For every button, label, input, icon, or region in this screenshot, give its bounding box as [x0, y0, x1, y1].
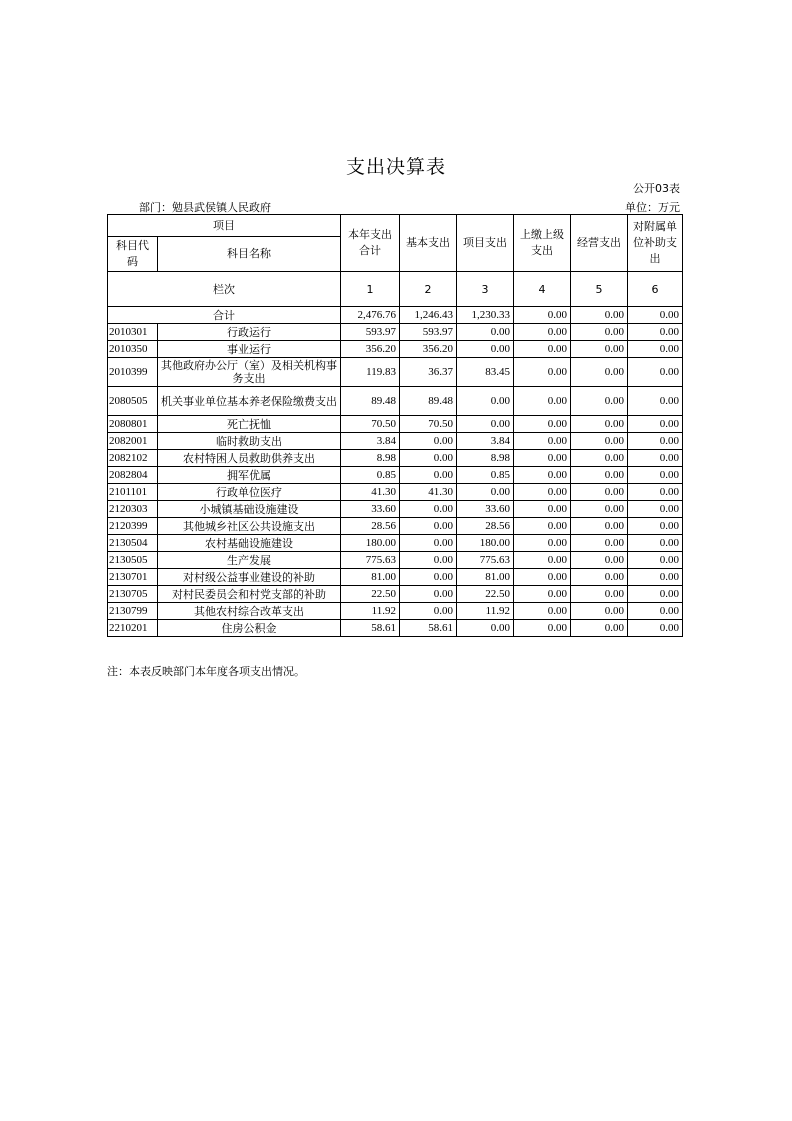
header-basic: 基本支出 [400, 215, 457, 272]
table-row [108, 518, 683, 535]
amount-cell: 0.00 [514, 433, 571, 450]
amount-cell: 41.30 [341, 484, 400, 501]
amount-cell: 0.00 [514, 467, 571, 484]
amount-cell: 0.00 [457, 484, 514, 501]
subject-name: 临时救助支出 [158, 433, 341, 450]
subject-code: 2130705 [108, 586, 158, 603]
amount-cell: 0.00 [628, 586, 683, 603]
amount-cell: 22.50 [341, 586, 400, 603]
amount-cell: 356.20 [400, 341, 457, 358]
subject-name: 农村特困人员救助供养支出 [158, 450, 341, 467]
total-value: 1,230.33 [457, 307, 514, 324]
amount-cell: 58.61 [341, 620, 400, 637]
amount-cell: 0.00 [571, 324, 628, 341]
subject-name: 小城镇基础设施建设 [158, 501, 341, 518]
amount-cell: 0.00 [514, 552, 571, 569]
table-row [108, 341, 683, 358]
amount-cell: 0.00 [400, 603, 457, 620]
amount-cell: 0.00 [514, 341, 571, 358]
table-row [108, 603, 683, 620]
amount-cell: 0.00 [571, 569, 628, 586]
subject-name: 机关事业单位基本养老保险缴费支出 [158, 387, 341, 416]
amount-cell: 70.50 [341, 416, 400, 433]
amount-cell: 58.61 [400, 620, 457, 637]
amount-cell: 81.00 [341, 569, 400, 586]
amount-cell: 0.00 [628, 450, 683, 467]
subject-code: 2082001 [108, 433, 158, 450]
header-code: 科目代码 [108, 237, 158, 272]
amount-cell: 356.20 [341, 341, 400, 358]
amount-cell: 0.00 [628, 467, 683, 484]
amount-cell: 0.00 [571, 416, 628, 433]
amount-cell: 0.00 [571, 433, 628, 450]
amount-cell: 119.83 [341, 358, 400, 387]
amount-cell: 0.00 [400, 450, 457, 467]
col-index-5: 5 [571, 272, 628, 307]
subject-code: 2120303 [108, 501, 158, 518]
amount-cell: 0.00 [514, 620, 571, 637]
amount-cell: 28.56 [457, 518, 514, 535]
subject-code: 2080505 [108, 387, 158, 416]
expenditure-table [107, 214, 683, 637]
subject-code: 2130799 [108, 603, 158, 620]
amount-cell: 8.98 [341, 450, 400, 467]
table-row [108, 358, 683, 387]
amount-cell: 0.00 [571, 467, 628, 484]
amount-cell: 0.00 [400, 518, 457, 535]
total-value: 2,476.76 [341, 307, 400, 324]
table-row [108, 450, 683, 467]
form-number: 公开03表 [633, 182, 680, 195]
amount-cell: 81.00 [457, 569, 514, 586]
amount-cell: 593.97 [400, 324, 457, 341]
amount-cell: 0.00 [628, 416, 683, 433]
amount-cell: 33.60 [341, 501, 400, 518]
amount-cell: 36.37 [400, 358, 457, 387]
header-business: 经营支出 [571, 215, 628, 272]
subject-name: 其他城乡社区公共设施支出 [158, 518, 341, 535]
table-row [108, 416, 683, 433]
amount-cell: 0.00 [628, 603, 683, 620]
amount-cell: 0.00 [571, 358, 628, 387]
table-row [108, 569, 683, 586]
amount-cell: 0.00 [628, 535, 683, 552]
amount-cell: 0.00 [571, 450, 628, 467]
col-index-2: 2 [400, 272, 457, 307]
amount-cell: 0.00 [571, 387, 628, 416]
amount-cell: 0.00 [628, 433, 683, 450]
col-index-6: 6 [628, 272, 683, 307]
subject-name: 对村民委员会和村党支部的补助 [158, 586, 341, 603]
table-row [108, 552, 683, 569]
amount-cell: 0.00 [571, 603, 628, 620]
amount-cell: 0.00 [514, 603, 571, 620]
subject-code: 2010399 [108, 358, 158, 387]
amount-cell: 0.00 [514, 450, 571, 467]
unit-label: 单位：万元 [625, 201, 680, 214]
amount-cell: 89.48 [341, 387, 400, 416]
subject-name: 生产发展 [158, 552, 341, 569]
table-row [108, 467, 683, 484]
subject-name: 住房公积金 [158, 620, 341, 637]
subject-name: 其他农村综合改革支出 [158, 603, 341, 620]
amount-cell: 0.00 [400, 569, 457, 586]
amount-cell: 0.00 [400, 535, 457, 552]
subject-code: 2210201 [108, 620, 158, 637]
subject-code: 2120399 [108, 518, 158, 535]
table-row [108, 586, 683, 603]
amount-cell: 0.00 [514, 324, 571, 341]
amount-cell: 0.85 [341, 467, 400, 484]
header-total: 本年支出合计 [341, 215, 400, 272]
amount-cell: 0.00 [400, 433, 457, 450]
total-value: 0.00 [514, 307, 571, 324]
subject-name: 死亡抚恤 [158, 416, 341, 433]
col-index-1: 1 [341, 272, 400, 307]
amount-cell: 180.00 [341, 535, 400, 552]
amount-cell: 83.45 [457, 358, 514, 387]
amount-cell: 0.00 [571, 620, 628, 637]
table-note: 注：本表反映部门本年度各项支出情况。 [107, 665, 305, 678]
amount-cell: 0.00 [628, 324, 683, 341]
header-subsidiary: 对附属单位补助支出 [628, 215, 683, 272]
amount-cell: 8.98 [457, 450, 514, 467]
header-upper: 上缴上级支出 [514, 215, 571, 272]
col-index-4: 4 [514, 272, 571, 307]
amount-cell: 33.60 [457, 501, 514, 518]
amount-cell: 11.92 [457, 603, 514, 620]
amount-cell: 0.00 [571, 501, 628, 518]
amount-cell: 0.00 [628, 387, 683, 416]
amount-cell: 41.30 [400, 484, 457, 501]
department-label: 部门：勉县武侯镇人民政府 [139, 201, 271, 214]
amount-cell: 22.50 [457, 586, 514, 603]
amount-cell: 0.00 [457, 620, 514, 637]
amount-cell: 0.00 [400, 501, 457, 518]
total-value: 0.00 [571, 307, 628, 324]
header-item: 项目 [108, 215, 341, 237]
amount-cell: 775.63 [341, 552, 400, 569]
amount-cell: 89.48 [400, 387, 457, 416]
amount-cell: 0.00 [571, 586, 628, 603]
amount-cell: 0.00 [514, 416, 571, 433]
amount-cell: 28.56 [341, 518, 400, 535]
subject-code: 2082102 [108, 450, 158, 467]
amount-cell: 0.85 [457, 467, 514, 484]
total-value: 0.00 [628, 307, 683, 324]
amount-cell: 0.00 [457, 416, 514, 433]
amount-cell: 0.00 [457, 341, 514, 358]
total-label: 合计 [108, 307, 341, 324]
amount-cell: 0.00 [400, 467, 457, 484]
amount-cell: 0.00 [514, 586, 571, 603]
subject-code: 2130505 [108, 552, 158, 569]
header-project: 项目支出 [457, 215, 514, 272]
subject-code: 2130701 [108, 569, 158, 586]
amount-cell: 0.00 [628, 358, 683, 387]
amount-cell: 180.00 [457, 535, 514, 552]
table-row [108, 535, 683, 552]
amount-cell: 0.00 [571, 535, 628, 552]
subject-name: 行政运行 [158, 324, 341, 341]
subject-name: 事业运行 [158, 341, 341, 358]
table-row [108, 324, 683, 341]
table-row [108, 501, 683, 518]
subject-name: 其他政府办公厅（室）及相关机构事务支出 [158, 358, 341, 387]
subject-name: 农村基础设施建设 [158, 535, 341, 552]
col-index-label: 栏次 [108, 272, 341, 307]
amount-cell: 0.00 [628, 501, 683, 518]
amount-cell: 0.00 [514, 569, 571, 586]
amount-cell: 3.84 [457, 433, 514, 450]
amount-cell: 0.00 [571, 484, 628, 501]
amount-cell: 0.00 [514, 387, 571, 416]
amount-cell: 3.84 [341, 433, 400, 450]
subject-name: 对村级公益事业建设的补助 [158, 569, 341, 586]
subject-code: 2010301 [108, 324, 158, 341]
amount-cell: 0.00 [400, 552, 457, 569]
table-row [108, 484, 683, 501]
amount-cell: 0.00 [628, 552, 683, 569]
amount-cell: 0.00 [628, 569, 683, 586]
table-row [108, 387, 683, 416]
subject-code: 2010350 [108, 341, 158, 358]
amount-cell: 0.00 [514, 358, 571, 387]
amount-cell: 0.00 [571, 341, 628, 358]
subject-name: 行政单位医疗 [158, 484, 341, 501]
header-name: 科目名称 [158, 237, 341, 272]
amount-cell: 0.00 [457, 324, 514, 341]
amount-cell: 775.63 [457, 552, 514, 569]
amount-cell: 0.00 [514, 518, 571, 535]
amount-cell: 0.00 [571, 552, 628, 569]
amount-cell: 0.00 [571, 518, 628, 535]
subject-code: 2130504 [108, 535, 158, 552]
amount-cell: 0.00 [457, 387, 514, 416]
amount-cell: 0.00 [514, 484, 571, 501]
page-title: 支出决算表 [345, 156, 446, 178]
total-value: 1,246.43 [400, 307, 457, 324]
subject-name: 拥军优属 [158, 467, 341, 484]
col-index-3: 3 [457, 272, 514, 307]
subject-code: 2082804 [108, 467, 158, 484]
amount-cell: 0.00 [628, 518, 683, 535]
amount-cell: 0.00 [628, 484, 683, 501]
subject-code: 2080801 [108, 416, 158, 433]
subject-code: 2101101 [108, 484, 158, 501]
table-row [108, 433, 683, 450]
amount-cell: 0.00 [514, 501, 571, 518]
amount-cell: 0.00 [628, 620, 683, 637]
amount-cell: 0.00 [514, 535, 571, 552]
table-row [108, 620, 683, 637]
amount-cell: 70.50 [400, 416, 457, 433]
amount-cell: 0.00 [400, 586, 457, 603]
amount-cell: 593.97 [341, 324, 400, 341]
amount-cell: 11.92 [341, 603, 400, 620]
amount-cell: 0.00 [628, 341, 683, 358]
